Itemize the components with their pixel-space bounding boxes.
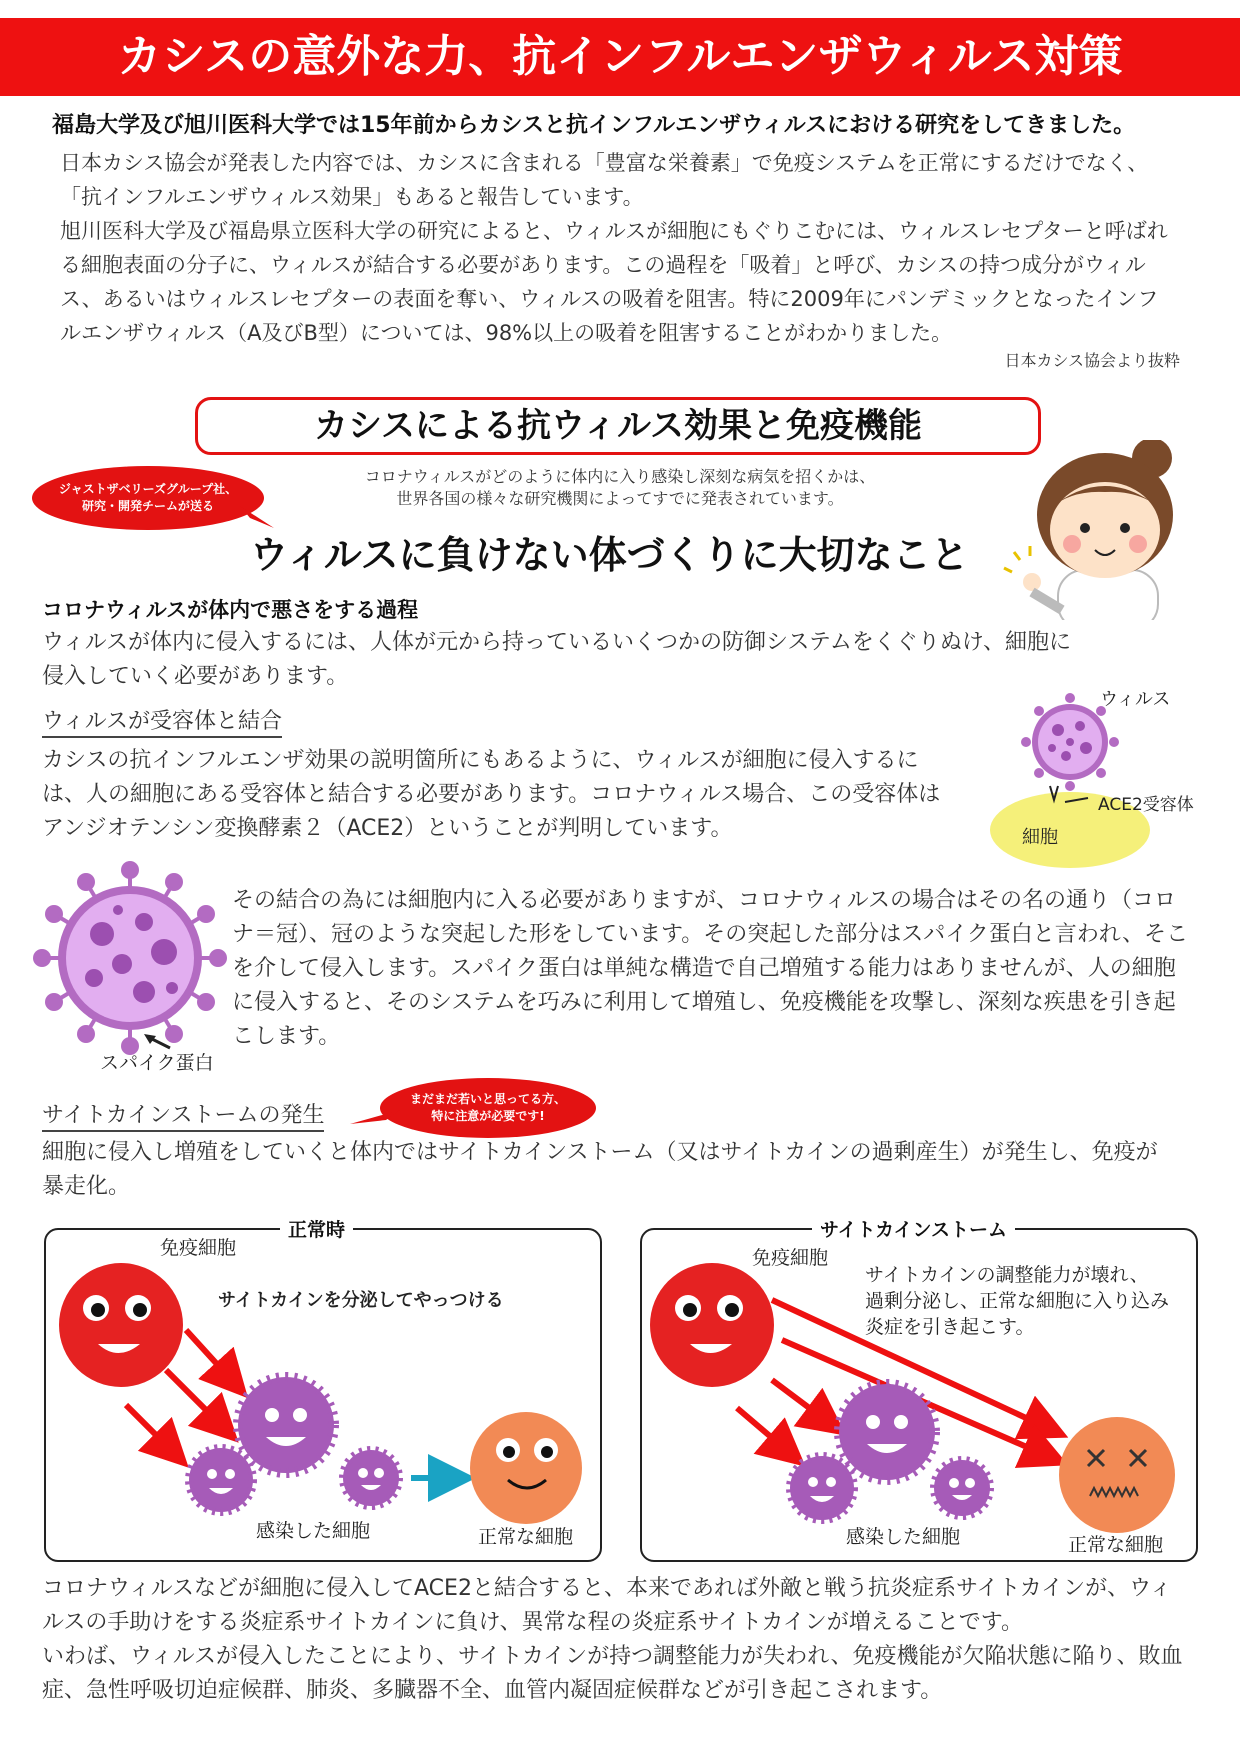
process-subtitle: コロナウィルスが体内で悪さをする過程 <box>42 598 419 622</box>
study-note-line: 世界各国の様々な研究機関によってすでに発表されています。 <box>396 489 844 508</box>
caption-line: 炎症を引き起こす。 <box>865 1316 1035 1338</box>
panel-normal-title: 正常時 <box>280 1215 353 1242</box>
storm-subtitle-text: サイトカインストームの発生 <box>42 1103 324 1132</box>
storm-subtitle <box>42 1098 324 1129</box>
section-title: カシスによる抗ウィルス効果と免疫機能 <box>195 397 1041 455</box>
virus-icon <box>189 1448 253 1512</box>
receptor-subtitle-text: ウィルスが受容体と結合 <box>42 709 282 738</box>
bubble-line: 研究・開発チームが送る <box>81 499 214 513</box>
infected-cell-label: 感染した細胞 <box>256 1520 371 1542</box>
process-text: ウィルスが体内に侵入するには、人体が元から持っているいくつかの防御システムをくぐりぬけ、細胞に侵入していく必要があります。 <box>42 630 1071 689</box>
spike-label: スパイク蛋白 <box>100 1052 214 1074</box>
virus-label: ウィルス <box>1100 690 1171 710</box>
panel-storm-title: サイトカインストーム <box>812 1215 1015 1242</box>
immune-cell-label: 免疫細胞 <box>752 1247 829 1269</box>
receptor-text: カシスの抗インフルエンザ効果の説明箇所にもあるように、ウィルスが細胞に侵入するには、人の細胞にある受容体と結合する必要があります。コロナウィルス場合、この受容体はアンジオテンシン変換酵素２（ACE2）ということが判明しています。 <box>42 748 941 841</box>
normal-cell-label: 正常な細胞 <box>1068 1534 1164 1556</box>
conclusion-paragraph-2: いわば、ウィルスが侵入したことにより、サイトカインが持つ調整能力が失われ、免疫機能が欠陥状態に陥り、敗血症、急性呼吸切迫症候群、肺炎、多臓器不全、血管内凝固症候群などが引き起こされます。 <box>42 1644 1183 1703</box>
immune-cell-icon <box>59 1263 183 1387</box>
virus-icon <box>343 1450 399 1506</box>
speech-bubble-warning <box>380 1078 596 1138</box>
caption-line: サイトカインの調整能力が壊れ、 <box>865 1264 1149 1286</box>
intro-paragraph-2: 旭川医科大学及び福島県立医科大学の研究によると、ウィルスが細胞にもぐりこむには、ウィルスレセプターと呼ばれる細胞表面の分子に、ウィルスが結合する必要があります。この過程を「吸着」と呼び、カシスの持つ成分がウィルス、あるいはウィルスレセプターの表面を奪い、ウィルスの吸着を阻害。特に2009年にパンデミックとなったインフルエンザウィルス（A及びB型）については、98%以上の吸着を阻害することがわかりました。 <box>60 219 1168 345</box>
normal-cell-label: 正常な細胞 <box>478 1526 574 1548</box>
doctor-illustration <box>1000 440 1200 620</box>
study-note-line: コロナウィルスがどのように体内に入り感染し深刻な病気を招くかは、 <box>364 467 876 486</box>
bubble-line: 特に注意が必要です! <box>431 1109 545 1123</box>
immune-cell-label: 免疫細胞 <box>160 1237 237 1259</box>
normal-cell-icon <box>470 1412 582 1524</box>
virus-icon <box>790 1456 854 1520</box>
immune-cell-icon <box>650 1263 774 1387</box>
source-note: 日本カシス協会より抜粋 <box>1004 351 1180 370</box>
intro-text <box>60 146 1170 350</box>
bubble-tail <box>350 1110 400 1130</box>
coronavirus-illustration <box>30 858 230 1068</box>
spike-text: その結合の為には細胞内に入る必要がありますが、コロナウィルスの場合はその名の通り（コロナ＝冠）、冠のような突起した形をしています。その突起した部分はスパイク蛋白と言われ、そこを介して侵入します。スパイク蛋白は単純な構造で自己増殖する能力はありませんが、人の細胞に侵入すると、そのシステムを巧みに利用して増殖し、免疫機能を攻撃し、深刻な疾患を引き起こします。 <box>232 888 1189 1049</box>
intro-paragraph-1: 日本カシス協会が発表した内容では、カシスに含まれる「豊富な栄養素」で免疫システムを正常にするだけでなく、「抗インフルエンザウィルス効果」もあると報告しています。 <box>60 151 1149 209</box>
infected-cell-label: 感染した細胞 <box>846 1526 961 1548</box>
bubble-line: ジャストザベリーズグループ社、 <box>58 482 238 496</box>
damaged-cell-icon <box>1059 1417 1175 1533</box>
virus-icon <box>934 1460 990 1516</box>
main-heading: ウィルスに負けない体づくりに大切なこと <box>250 533 969 577</box>
storm-text: 細胞に侵入し増殖をしていくと体内ではサイトカインストーム（又はサイトカインの過剰産生）が発生し、免疫が暴走化。 <box>42 1140 1158 1199</box>
panel-normal-caption: サイトカインを分泌してやっつける <box>218 1290 504 1311</box>
page-title: カシスの意外な力、抗インフルエンザウィルス対策 <box>0 18 1240 96</box>
ace2-label: ACE2受容体 <box>1098 795 1194 815</box>
conclusion-text <box>42 1572 1192 1708</box>
study-note <box>320 466 920 510</box>
panel-storm-caption <box>865 1262 1169 1340</box>
speech-bubble-team <box>32 466 264 530</box>
caption-line: 過剰分泌し、正常な細胞に入り込み <box>865 1290 1170 1312</box>
virus-icon <box>839 1384 935 1480</box>
virus-icon <box>238 1377 334 1473</box>
cell-label: 細胞 <box>1022 827 1058 848</box>
conclusion-paragraph-1: コロナウィルスなどが細胞に侵入してACE2と結合すると、本来であれば外敵と戦う抗炎症系サイトカインが、ウィルスの手助けをする炎症系サイトカインに負け、異常な程の炎症系サイトカインが増えることです。 <box>42 1576 1172 1635</box>
virus-binding-illustration <box>960 690 1230 870</box>
bubble-line: まだまだ若いと思ってる方、 <box>409 1092 566 1106</box>
receptor-subtitle <box>42 704 282 735</box>
lead-text: 福島大学及び旭川医科大学では15年前からカシスと抗インフルエンザウィルスにおける研究をしてきました。 <box>52 113 1136 138</box>
